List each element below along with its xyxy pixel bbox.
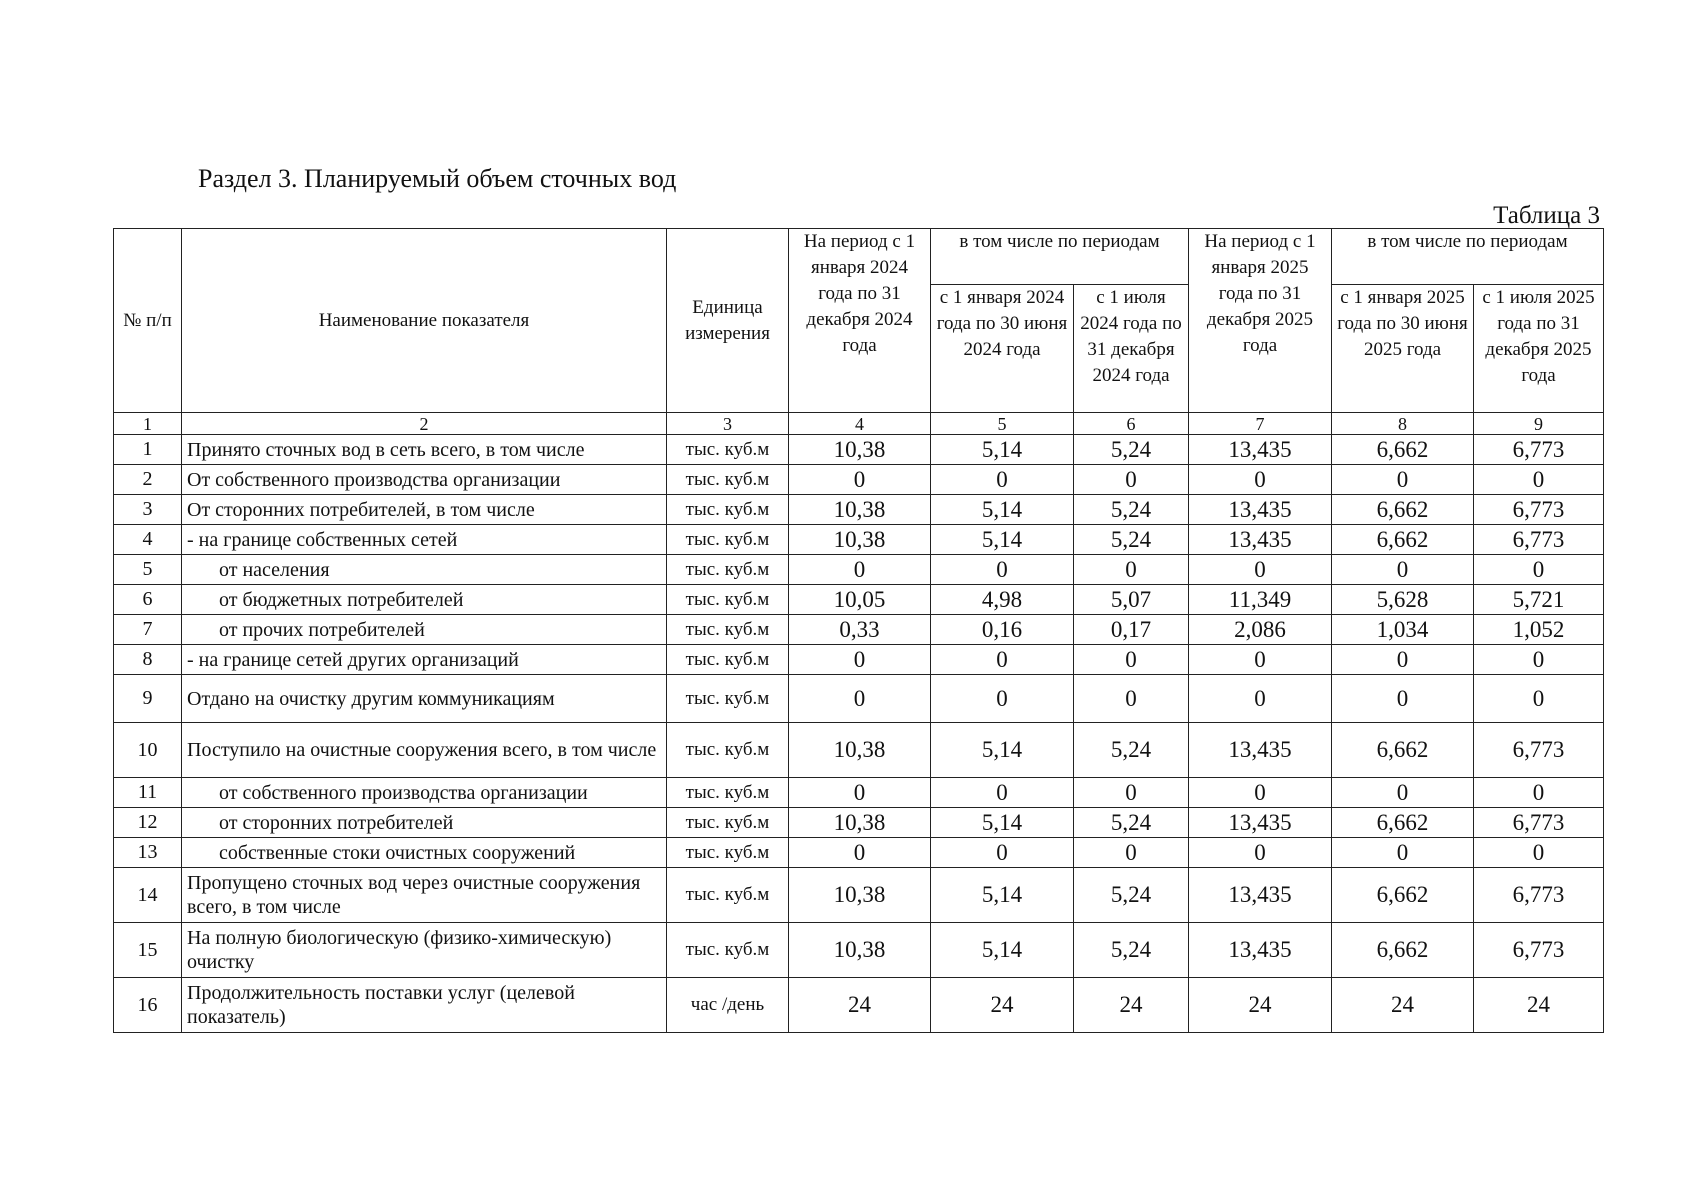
value-cell: 1,034 [1332, 615, 1474, 645]
indicator-name: от населения [182, 555, 667, 585]
value-cell: 6,773 [1474, 808, 1604, 838]
value-cell: 10,38 [789, 723, 931, 778]
unit-cell: тыс. куб.м [667, 465, 789, 495]
value-cell: 24 [1189, 978, 1332, 1033]
column-number: 2 [182, 413, 667, 435]
value-cell: 10,38 [789, 923, 931, 978]
value-cell: 0 [789, 645, 931, 675]
data-rows [114, 435, 1604, 1033]
value-cell: 0 [789, 838, 931, 868]
value-cell: 0 [789, 675, 931, 723]
value-cell: 5,24 [1074, 923, 1189, 978]
unit-cell: тыс. куб.м [667, 525, 789, 555]
wastewater-volume-table [113, 228, 1604, 1033]
value-cell: 6,662 [1332, 435, 1474, 465]
column-number: 7 [1189, 413, 1332, 435]
row-number: 10 [114, 723, 182, 778]
value-cell: 0 [1332, 645, 1474, 675]
value-cell: 5,14 [931, 435, 1074, 465]
unit-cell: тыс. куб.м [667, 778, 789, 808]
value-cell: 6,662 [1332, 808, 1474, 838]
value-cell: 0 [931, 465, 1074, 495]
value-cell: 0 [1189, 838, 1332, 868]
value-cell: 13,435 [1189, 868, 1332, 923]
value-cell: 10,38 [789, 808, 931, 838]
value-cell: 0 [1074, 778, 1189, 808]
value-cell: 5,628 [1332, 585, 1474, 615]
unit-cell: тыс. куб.м [667, 868, 789, 923]
value-cell: 6,773 [1474, 525, 1604, 555]
row-number: 1 [114, 435, 182, 465]
value-cell: 6,773 [1474, 723, 1604, 778]
value-cell: 6,773 [1474, 435, 1604, 465]
indicator-name: Продолжительность поставки услуг (целевой показатель) [182, 978, 667, 1033]
unit-cell: тыс. куб.м [667, 923, 789, 978]
row-number: 9 [114, 675, 182, 723]
value-cell: 6,773 [1474, 923, 1604, 978]
table-row [114, 465, 1604, 495]
header-period-2025: На период с 1 января 2025 года по 31 декабря 2025 года [1189, 229, 1332, 413]
value-cell: 6,662 [1332, 723, 1474, 778]
value-cell: 10,38 [789, 495, 931, 525]
indicator-name: собственные стоки очистных сооружений [182, 838, 667, 868]
value-cell: 0 [931, 555, 1074, 585]
unit-cell: тыс. куб.м [667, 615, 789, 645]
value-cell: 0 [1474, 555, 1604, 585]
unit-cell: тыс. куб.м [667, 585, 789, 615]
unit-cell: тыс. куб.м [667, 838, 789, 868]
value-cell: 0 [931, 778, 1074, 808]
value-cell: 0 [931, 838, 1074, 868]
value-cell: 0 [1332, 555, 1474, 585]
row-number: 12 [114, 808, 182, 838]
value-cell: 5,24 [1074, 435, 1189, 465]
column-number: 8 [1332, 413, 1474, 435]
table-row [114, 808, 1604, 838]
value-cell: 0 [1332, 465, 1474, 495]
row-number: 3 [114, 495, 182, 525]
table-caption: Таблица 3 [1493, 202, 1600, 229]
header-h2-2025: с 1 июля 2025 года по 31 декабря 2025 года [1474, 285, 1604, 413]
value-cell: 6,662 [1332, 923, 1474, 978]
table-row [114, 495, 1604, 525]
value-cell: 13,435 [1189, 723, 1332, 778]
column-number: 9 [1474, 413, 1604, 435]
unit-cell: тыс. куб.м [667, 555, 789, 585]
indicator-name: На полную биологическую (физико-химическую) очистку [182, 923, 667, 978]
value-cell: 0 [1074, 838, 1189, 868]
value-cell: 24 [931, 978, 1074, 1033]
column-number: 6 [1074, 413, 1189, 435]
value-cell: 0 [1332, 778, 1474, 808]
value-cell: 24 [1074, 978, 1189, 1033]
value-cell: 10,38 [789, 525, 931, 555]
indicator-name: Принято сточных вод в сеть всего, в том числе [182, 435, 667, 465]
indicator-name: от бюджетных потребителей [182, 585, 667, 615]
value-cell: 1,052 [1474, 615, 1604, 645]
header-unit: Единица измерения [667, 229, 789, 413]
value-cell: 24 [1474, 978, 1604, 1033]
unit-cell: час /день [667, 978, 789, 1033]
value-cell: 0 [1074, 675, 1189, 723]
indicator-name: - на границе сетей других организаций [182, 645, 667, 675]
header-period-2024: На период с 1 января 2024 года по 31 декабря 2024 года [789, 229, 931, 413]
table-row [114, 555, 1604, 585]
value-cell: 6,662 [1332, 525, 1474, 555]
indicator-name: От сторонних потребителей, в том числе [182, 495, 667, 525]
table-row [114, 525, 1604, 555]
value-cell: 11,349 [1189, 585, 1332, 615]
value-cell: 10,38 [789, 868, 931, 923]
value-cell: 13,435 [1189, 808, 1332, 838]
unit-cell: тыс. куб.м [667, 495, 789, 525]
value-cell: 5,24 [1074, 525, 1189, 555]
header-h2-2024: с 1 июля 2024 года по 31 декабря 2024 года [1074, 285, 1189, 413]
value-cell: 0 [1474, 838, 1604, 868]
indicator-name: Поступило на очистные сооружения всего, в том числе [182, 723, 667, 778]
value-cell: 2,086 [1189, 615, 1332, 645]
table-row [114, 778, 1604, 808]
table-row [114, 868, 1604, 923]
value-cell: 5,24 [1074, 868, 1189, 923]
value-cell: 0,33 [789, 615, 931, 645]
row-number: 7 [114, 615, 182, 645]
section-title: Раздел 3. Планируемый объем сточных вод [198, 164, 677, 193]
value-cell: 5,14 [931, 923, 1074, 978]
column-number-row [114, 413, 1604, 435]
table-row [114, 435, 1604, 465]
value-cell: 0 [1474, 465, 1604, 495]
indicator-name: - на границе собственных сетей [182, 525, 667, 555]
table-row [114, 978, 1604, 1033]
unit-cell: тыс. куб.м [667, 675, 789, 723]
value-cell: 13,435 [1189, 435, 1332, 465]
value-cell: 5,14 [931, 525, 1074, 555]
unit-cell: тыс. куб.м [667, 723, 789, 778]
table-row [114, 923, 1604, 978]
value-cell: 5,14 [931, 495, 1074, 525]
row-number: 11 [114, 778, 182, 808]
value-cell: 0 [1474, 645, 1604, 675]
value-cell: 5,14 [931, 723, 1074, 778]
value-cell: 0 [789, 778, 931, 808]
column-number: 1 [114, 413, 182, 435]
header-incl-2025: в том числе по периодам [1332, 229, 1604, 285]
value-cell: 0,17 [1074, 615, 1189, 645]
unit-cell: тыс. куб.м [667, 435, 789, 465]
value-cell: 5,24 [1074, 808, 1189, 838]
row-number: 5 [114, 555, 182, 585]
column-number: 5 [931, 413, 1074, 435]
row-number: 15 [114, 923, 182, 978]
value-cell: 0 [1189, 778, 1332, 808]
row-number: 14 [114, 868, 182, 923]
indicator-name: Отдано на очистку другим коммуникациям [182, 675, 667, 723]
value-cell: 0 [1332, 675, 1474, 723]
value-cell: 0 [931, 675, 1074, 723]
header-name: Наименование показателя [182, 229, 667, 413]
value-cell: 0 [789, 465, 931, 495]
value-cell: 0 [789, 555, 931, 585]
header-num: № п/п [114, 229, 182, 413]
indicator-name: От собственного производства организации [182, 465, 667, 495]
row-number: 8 [114, 645, 182, 675]
value-cell: 24 [1332, 978, 1474, 1033]
value-cell: 5,24 [1074, 723, 1189, 778]
value-cell: 5,07 [1074, 585, 1189, 615]
table-row [114, 838, 1604, 868]
value-cell: 0 [1189, 555, 1332, 585]
table-row [114, 645, 1604, 675]
value-cell: 5,24 [1074, 495, 1189, 525]
indicator-name: от сторонних потребителей [182, 808, 667, 838]
value-cell: 6,662 [1332, 495, 1474, 525]
value-cell: 5,721 [1474, 585, 1604, 615]
value-cell: 6,773 [1474, 868, 1604, 923]
table-row [114, 723, 1604, 778]
row-number: 13 [114, 838, 182, 868]
value-cell: 0 [1474, 778, 1604, 808]
value-cell: 13,435 [1189, 923, 1332, 978]
value-cell: 10,38 [789, 435, 931, 465]
value-cell: 0 [1189, 645, 1332, 675]
row-number: 16 [114, 978, 182, 1033]
row-number: 4 [114, 525, 182, 555]
indicator-name: Пропущено сточных вод через очистные сооружения всего, в том числе [182, 868, 667, 923]
value-cell: 6,662 [1332, 868, 1474, 923]
value-cell: 0 [1074, 555, 1189, 585]
value-cell: 10,05 [789, 585, 931, 615]
indicator-name: от прочих потребителей [182, 615, 667, 645]
header-h1-2025: с 1 января 2025 года по 30 июня 2025 года [1332, 285, 1474, 413]
value-cell: 0 [1332, 838, 1474, 868]
value-cell: 0,16 [931, 615, 1074, 645]
header-incl-2024: в том числе по периодам [931, 229, 1189, 285]
table-row [114, 675, 1604, 723]
value-cell: 0 [1074, 645, 1189, 675]
value-cell: 13,435 [1189, 495, 1332, 525]
row-number: 2 [114, 465, 182, 495]
row-number: 6 [114, 585, 182, 615]
table-row [114, 615, 1604, 645]
value-cell: 0 [1474, 675, 1604, 723]
value-cell: 0 [1189, 465, 1332, 495]
value-cell: 0 [1189, 675, 1332, 723]
unit-cell: тыс. куб.м [667, 645, 789, 675]
value-cell: 5,14 [931, 808, 1074, 838]
value-cell: 0 [1074, 465, 1189, 495]
header-h1-2024: с 1 января 2024 года по 30 июня 2024 года [931, 285, 1074, 413]
column-number: 3 [667, 413, 789, 435]
value-cell: 6,773 [1474, 495, 1604, 525]
value-cell: 0 [931, 645, 1074, 675]
table-row [114, 585, 1604, 615]
value-cell: 13,435 [1189, 525, 1332, 555]
unit-cell: тыс. куб.м [667, 808, 789, 838]
column-number: 4 [789, 413, 931, 435]
value-cell: 4,98 [931, 585, 1074, 615]
value-cell: 5,14 [931, 868, 1074, 923]
value-cell: 24 [789, 978, 931, 1033]
indicator-name: от собственного производства организации [182, 778, 667, 808]
